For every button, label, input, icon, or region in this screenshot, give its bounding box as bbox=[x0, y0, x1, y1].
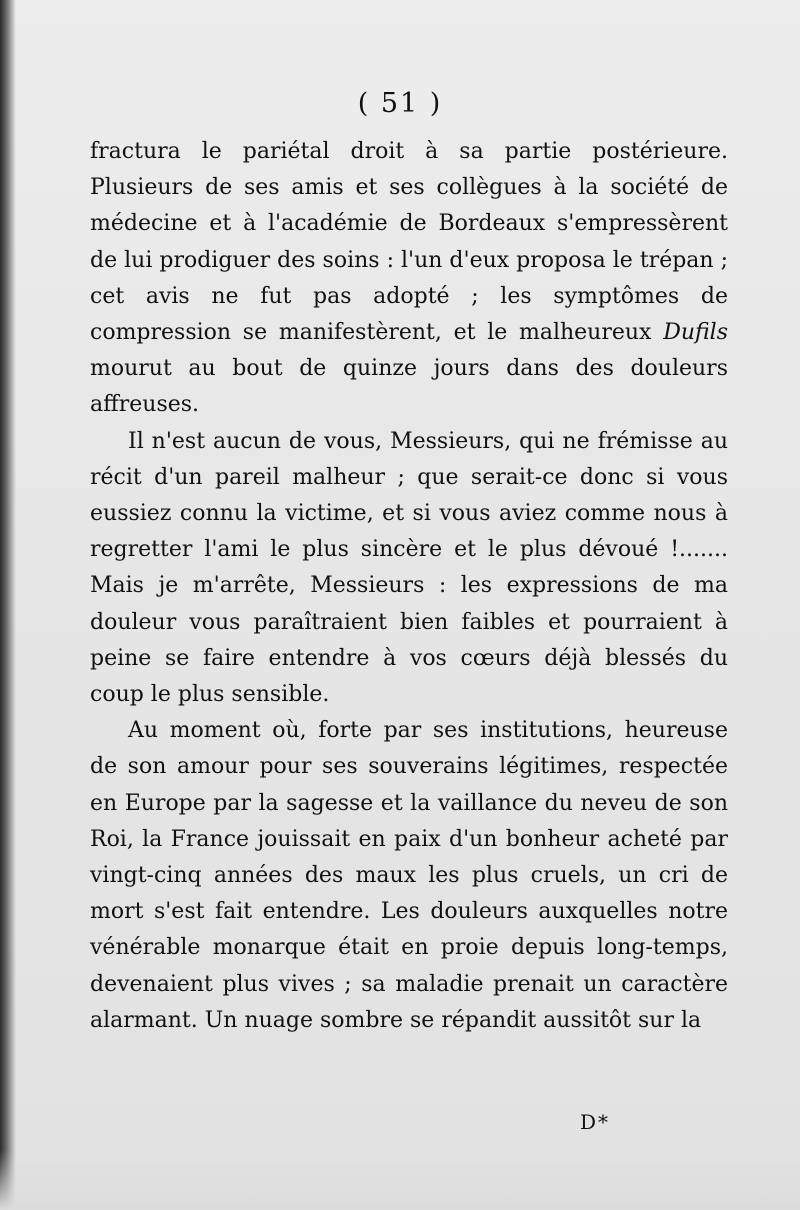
paragraph-3-text: Au moment où, forte par ses institutions, heureuse de son amour pour ses souverains légitimes, respectée en Europe par la sagesse et la vaillance du neveu de son Roi, la France jouissait en paix d'un bonheur acheté par vingt-cinq années des maux les plus cruels, un cri de mort s'est fait entendre. Les douleurs auxquelles notre vénérable monarque était en proie depuis long-temps, devenaient plus vives ; sa maladie prenait un caractère alarmant. Un nuage sombre se répandit aussitôt sur la bbox=[90, 718, 728, 1033]
paragraph-1-text-a: fractura le pariétal droit à sa partie postérieure. Plusieurs de ses amis et ses collègues à la société de médecine et à l'académie de Bordeaux s'empressèrent de lui prodiguer des soins : l'un d'eux proposa le trépan ; cet avis ne fut pas adopté ; les symptômes de compression se manifestèrent, et le malheureux bbox=[90, 139, 728, 346]
paragraph-1-text-b: mourut au bout de quinze jours dans des douleurs affreuses. bbox=[90, 356, 728, 418]
paragraph-1-name-italic: Dufils bbox=[663, 320, 728, 346]
paragraph-2-text: Il n'est aucun de vous, Messieurs, qui ne frémisse au récit d'un pareil malheur ; que serait-ce donc si vous eussiez connu la victime, et si vous aviez comme nous à regretter l'ami le plus sincère et le plus dévoué !....... Mais je m'arrête, Messieurs : les expressions de ma douleur vous paraîtraient bien faibles et pourraient à peine se faire entendre à vos cœurs déjà blessés du coup le plus sensible. bbox=[90, 428, 728, 708]
paragraph-3 bbox=[90, 713, 728, 1039]
signature-mark: D* bbox=[580, 1110, 611, 1134]
page-number: ( 51 ) bbox=[357, 88, 443, 119]
page-bottom-shade bbox=[0, 1150, 800, 1210]
paragraph-2 bbox=[90, 424, 728, 714]
binding-shadow bbox=[0, 0, 16, 1210]
paragraph-1 bbox=[90, 134, 728, 424]
body-text bbox=[90, 134, 728, 1039]
